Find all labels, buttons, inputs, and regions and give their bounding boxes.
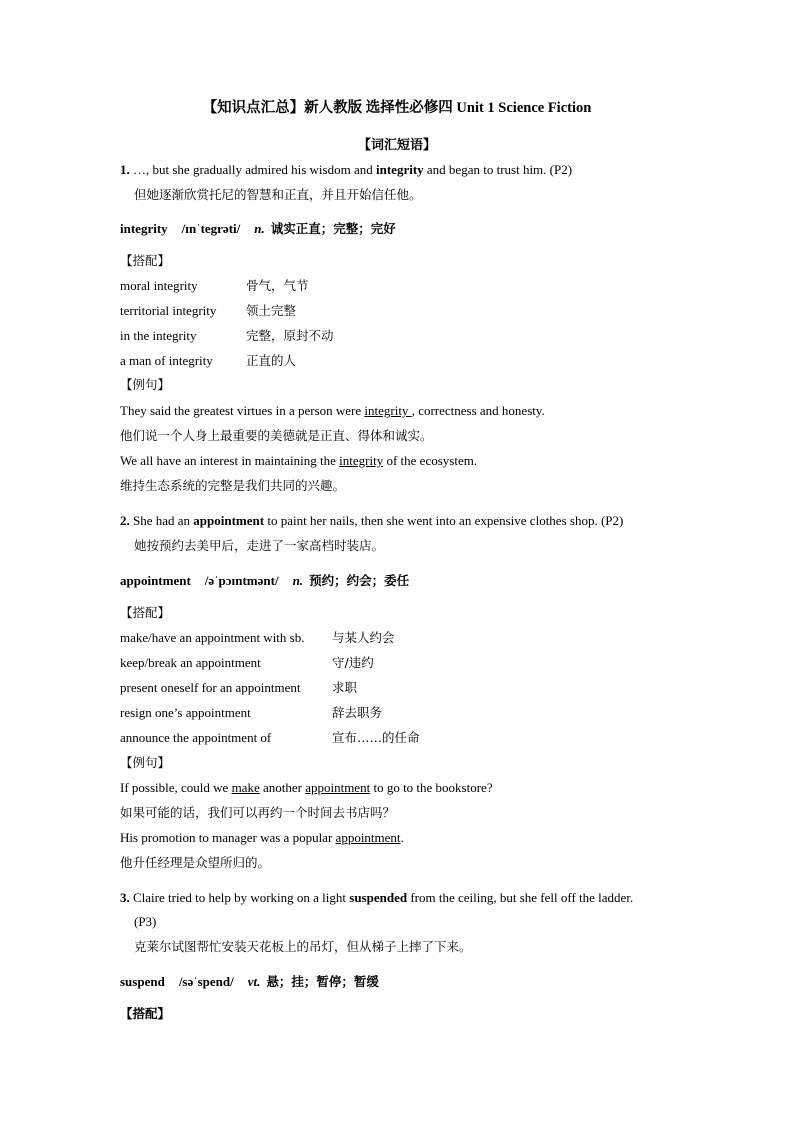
- item-1-sentence: 1. …, but she gradually admired his wisdom and integrity and began to trust him. (P2): [120, 162, 573, 177]
- example-translation: 他们说一个人身上最重要的美德就是正直、得体和诚实。: [120, 428, 433, 443]
- collocation-en: present oneself for an appointment: [120, 680, 301, 695]
- example-sentence: If possible, could we make another appointment to go to the bookstore?: [120, 780, 493, 795]
- example-translation: 如果可能的话，我们可以再约一个时间去书店吗？: [120, 805, 396, 820]
- item-1-example-label: 【例句】: [120, 377, 171, 392]
- collocation-en: in the integrity: [120, 328, 197, 343]
- collocation-zh: 宣布……的任命: [332, 730, 420, 745]
- collocation-en: a man of integrity: [120, 353, 213, 368]
- example-sentence: They said the greatest virtues in a person were integrity , correctness and honesty.: [120, 403, 545, 418]
- section-heading: 【词汇短语】: [357, 137, 436, 152]
- collocation-en: moral integrity: [120, 278, 198, 293]
- item-2-collocation-label: 【搭配】: [120, 605, 171, 620]
- item-3-sentence: 3. Claire tried to help by working on a light suspended from the ceiling, but she fell off the ladder.: [120, 890, 634, 905]
- collocation-zh: 辞去职务: [332, 705, 383, 720]
- item-3-collocation-label: 【搭配】: [120, 1006, 171, 1021]
- item-3-translation: 克莱尔试图帮忙安装天花板上的吊灯，但从梯子上摔了下来。: [134, 939, 472, 954]
- collocation-zh: 正直的人: [246, 353, 297, 368]
- example-sentence: His promotion to manager was a popular appointment.: [120, 830, 404, 845]
- item-3-entry: suspend /səˈspend/ vt. 悬；挂；暂停；暂缓: [120, 974, 379, 989]
- example-translation: 维持生态系统的完整是我们共同的兴趣。: [120, 478, 346, 493]
- item-2-sentence: 2. She had an appointment to paint her nails, then she went into an expensive clothes shop. (P2): [120, 513, 624, 528]
- collocation-en: keep/break an appointment: [120, 655, 261, 670]
- item-2-translation: 她按预约去美甲后，走进了一家高档时装店。: [134, 538, 385, 553]
- collocation-zh: 守/违约: [332, 655, 374, 670]
- item-2-entry: appointment /əˈpɔɪntmənt/ n. 预约；约会；委任: [120, 573, 410, 588]
- collocation-en: make/have an appointment with sb.: [120, 630, 305, 645]
- collocation-zh: 骨气，气节: [246, 278, 309, 293]
- item-1-translation: 但她逐渐欣赏托尼的智慧和正直，并且开始信任他。: [134, 187, 422, 202]
- collocation-en: resign one’s appointment: [120, 705, 251, 720]
- item-2-example-label: 【例句】: [120, 755, 171, 770]
- item-1-entry: integrity /ɪnˈtegrəti/ n. 诚实正直；完整；完好: [120, 221, 396, 236]
- example-sentence: We all have an interest in maintaining the integrity of the ecosystem.: [120, 453, 478, 468]
- item-3-sentence-cont: (P3): [134, 914, 157, 929]
- collocation-en: announce the appointment of: [120, 730, 272, 745]
- collocation-en: territorial integrity: [120, 303, 217, 318]
- page-title: 【知识点汇总】新人教版 选择性必修四 Unit 1 Science Fiction: [202, 100, 592, 116]
- collocation-zh: 完整，原封不动: [246, 328, 334, 343]
- example-translation: 他升任经理是众望所归的。: [120, 855, 271, 870]
- collocation-zh: 求职: [332, 680, 358, 695]
- collocation-zh: 与某人约会: [332, 630, 395, 645]
- collocation-zh: 领土完整: [246, 303, 297, 318]
- item-1-collocation-label: 【搭配】: [120, 253, 171, 268]
